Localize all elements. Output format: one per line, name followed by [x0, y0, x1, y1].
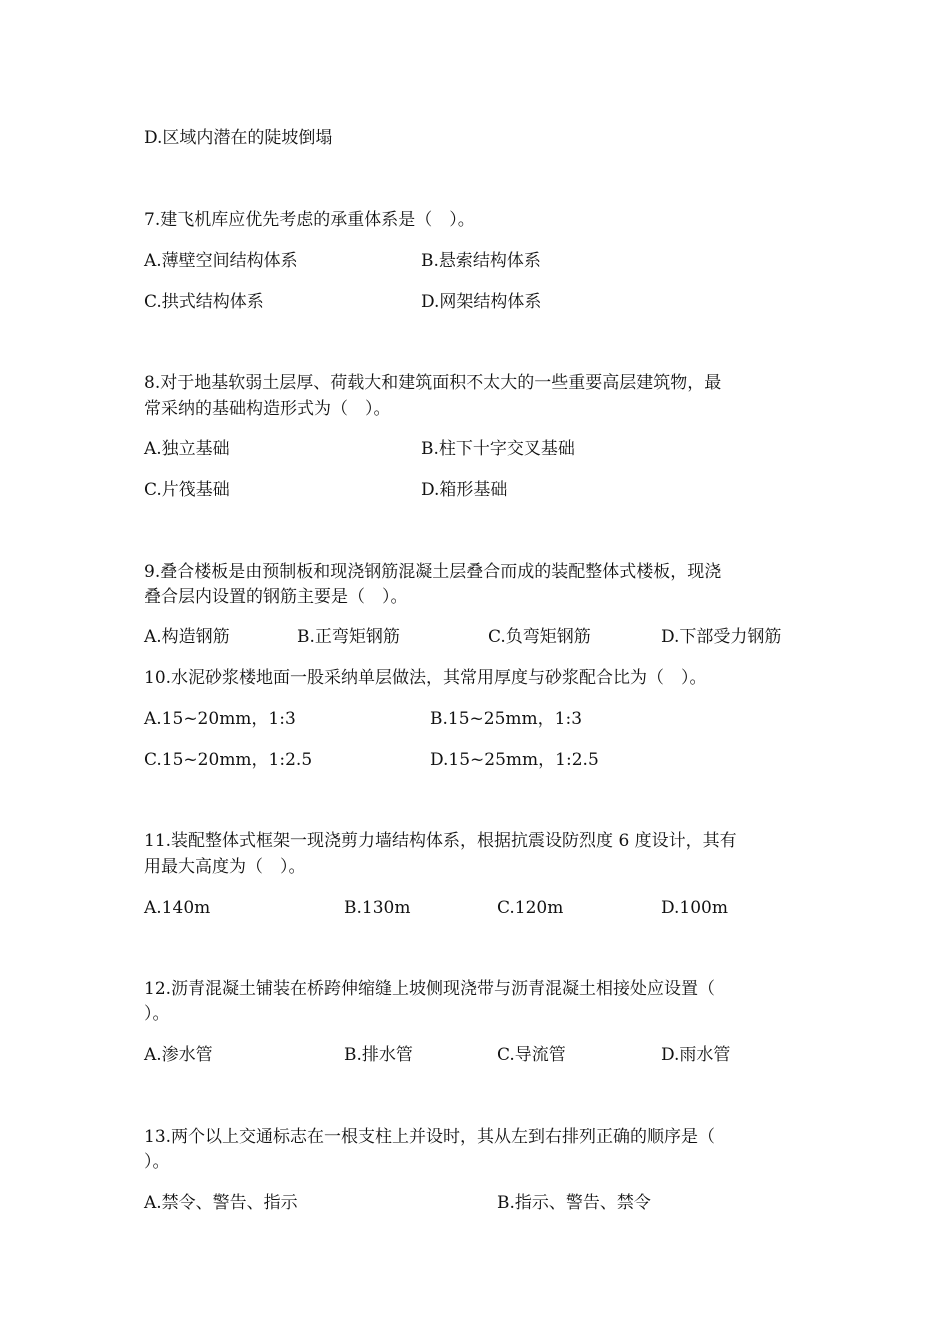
q10-option-c: C.15~20mm，1:2.5 [144, 750, 313, 770]
q10-option-d: D.15~25mm，1:2.5 [430, 750, 599, 770]
q10-option-a: A.15~20mm，1:3 [144, 709, 296, 729]
q7-stem: 7.建飞机库应优先考虑的承重体系是（ ）。 [144, 210, 475, 230]
q12-stem-line2: ）。 [144, 1004, 170, 1024]
q11-option-d: D.100m [661, 898, 728, 918]
q12-option-b: B.排水管 [344, 1045, 413, 1065]
q11-stem-line1: 11.装配整体式框架一现浇剪力墙结构体系，根据抗震设防烈度 6 度设计，其有 [144, 831, 737, 851]
q11-option-a: A.140m [144, 898, 211, 918]
q7-option-d: D.网架结构体系 [421, 292, 542, 312]
q11-option-b: B.130m [344, 898, 411, 918]
q12-option-d: D.雨水管 [661, 1045, 731, 1065]
q13-option-a: A.禁令、警告、指示 [144, 1193, 298, 1213]
q7-option-a: A.薄壁空间结构体系 [144, 251, 298, 271]
q9-stem-line2: 叠合层内设置的钢筋主要是（ ）。 [144, 587, 408, 607]
q8-option-a: A.独立基础 [144, 439, 230, 459]
q7-option-b: B.悬索结构体系 [421, 251, 541, 271]
q8-stem-line1: 8.对于地基软弱土层厚、荷载大和建筑面积不太大的一些重要高层建筑物，最 [144, 373, 722, 393]
q10-stem: 10.水泥砂浆楼地面一股采纳单层做法，其常用厚度与砂浆配合比为（ ）。 [144, 668, 707, 688]
q9-option-b: B.正弯矩钢筋 [297, 627, 400, 647]
q8-option-c: C.片筏基础 [144, 480, 230, 500]
q6-option-d: D.区域内潜在的陡坡倒塌 [144, 128, 333, 148]
q8-stem-line2: 常采纳的基础构造形式为（ ）。 [144, 399, 391, 419]
q12-option-a: A.渗水管 [144, 1045, 213, 1065]
q12-option-c: C.导流管 [497, 1045, 566, 1065]
q11-stem-line2: 用最大高度为（ ）。 [144, 857, 306, 877]
q10-option-b: B.15~25mm，1:3 [430, 709, 583, 729]
q12-stem-line1: 12.沥青混凝土铺装在桥跨伸缩缝上坡侧现浇带与沥青混凝土相接处应设置（ [144, 979, 716, 999]
q13-stem-line1: 13.两个以上交通标志在一根支柱上并设时，其从左到右排列正确的顺序是（ [144, 1127, 716, 1147]
q11-option-c: C.120m [497, 898, 564, 918]
q9-option-a: A.构造钢筋 [144, 627, 230, 647]
q8-option-b: B.柱下十字交叉基础 [421, 439, 575, 459]
q7-option-c: C.拱式结构体系 [144, 292, 264, 312]
q13-option-b: B.指示、警告、禁令 [497, 1193, 651, 1213]
q8-option-d: D.箱形基础 [421, 480, 508, 500]
q9-option-c: C.负弯矩钢筋 [488, 627, 591, 647]
q9-option-d: D.下部受力钢筋 [661, 627, 782, 647]
q13-stem-line2: ）。 [144, 1152, 170, 1172]
q9-stem-line1: 9.叠合楼板是由预制板和现浇钢筋混凝土层叠合而成的装配整体式楼板，现浇 [144, 562, 722, 582]
